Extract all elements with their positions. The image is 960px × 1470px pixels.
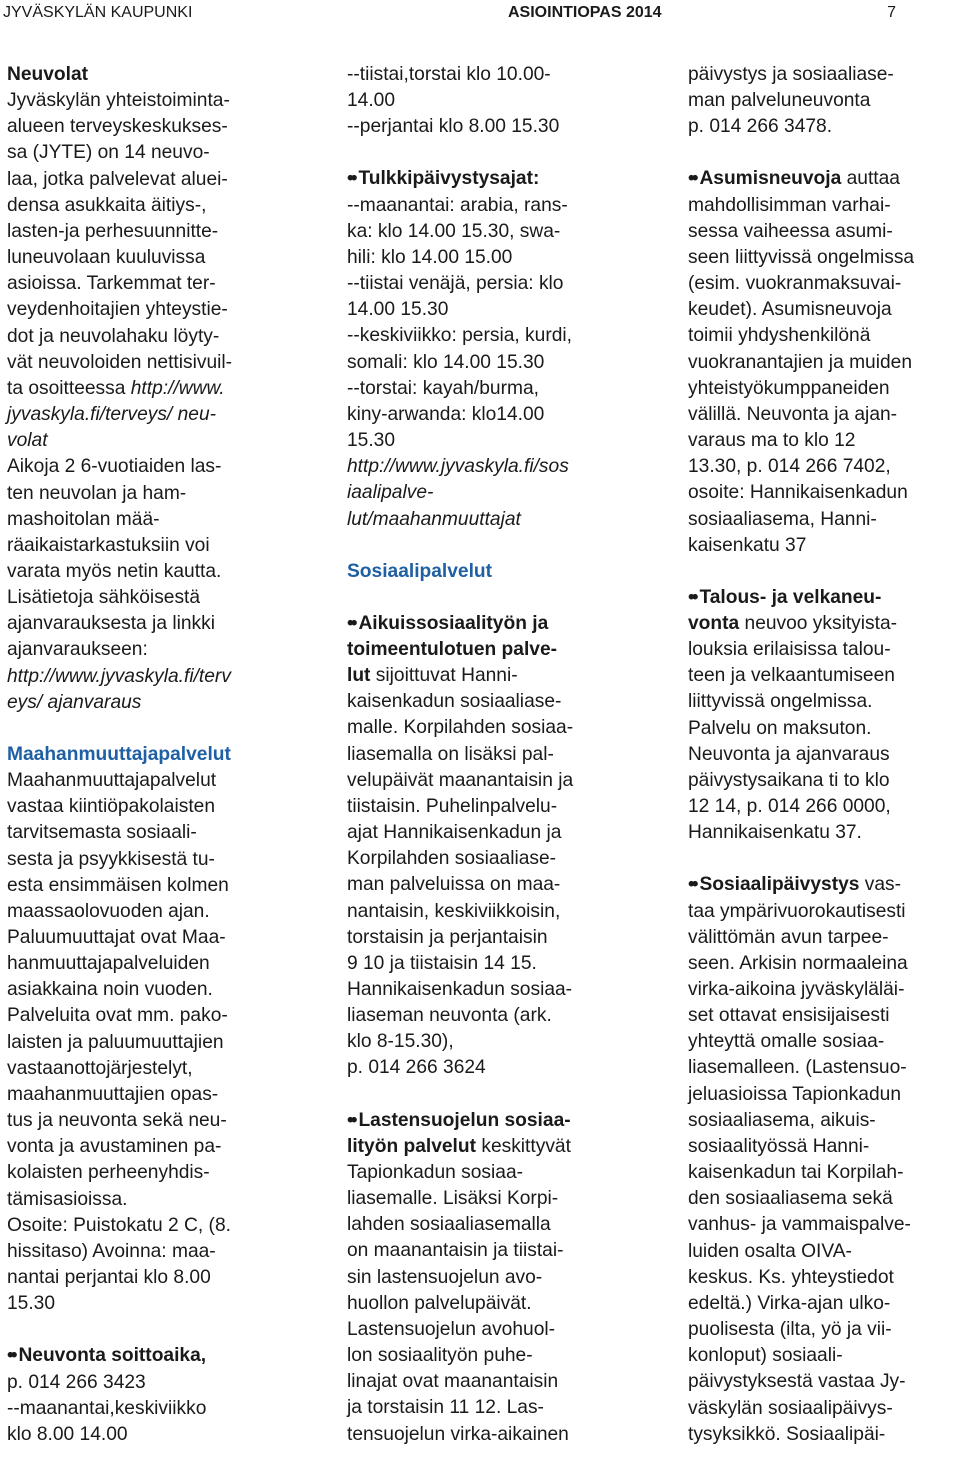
bullet-icon: •• [347, 168, 355, 190]
lastensuojelu-paragraph [347, 1108, 647, 1448]
spacer [347, 1082, 647, 1108]
spacer [347, 140, 647, 166]
spacer [688, 559, 960, 585]
bullet-icon: •• [347, 612, 355, 634]
spacer [347, 533, 647, 559]
spacer [7, 716, 307, 742]
column-3 [688, 62, 960, 1448]
tulkki-link[interactable]: http://www.jyvaskyla.fi/sos iaalipalve- lut/maahanmuuttajat [347, 456, 569, 530]
section-title-maahanmuuttajapalvelut: Maahanmuuttajapalvelut [7, 743, 231, 765]
column-1 [7, 62, 307, 1448]
soittoaika-paragraph [7, 1343, 307, 1369]
aikuissosiaalityo-title: Aikuissosiaalityön ja toimeentulotuen palve- lut [347, 612, 558, 687]
ajanvaraus-link[interactable]: http://www.jyvaskyla.fi/terv eys/ ajanvaraus [7, 665, 231, 713]
bullet-icon: •• [688, 168, 696, 190]
tulkki-title: Tulkkipäivystysajat: [358, 168, 540, 190]
talousneuvonta-paragraph [688, 585, 960, 847]
asumisneuvoja-title: Asumisneuvoja [699, 168, 842, 190]
section-title-sosiaalipalvelut: Sosiaalipalvelut [347, 560, 493, 582]
lastensuojelu-text: keskittyvät Tapionkadun sosiaa- liasemalle. Lisäksi Korpi- lahden sosiaaliasemalla on maanantaisin ja tiistai- sin lastensuojelun avo- huollon palvelupäivät. Lastensuojelun avohuol- lon sosiaalityön puhe- linajat ovat maanantaisin ja torstaisin 11 12. Las- tensuojelun virka-aikainen [347, 1135, 571, 1445]
soittoaika-text: p. 014 266 3423 --maanantai,keskiviikko klo 8.00 14.00 [7, 1371, 207, 1445]
asumisneuvoja-paragraph [688, 166, 960, 558]
page-header [0, 0, 960, 26]
ajanvaraus-text: Aikoja 2 6-vuotiaiden las- ten neuvolan ja ham- mashoitolan mää- räaikaistarkastuksiin voi varata myös netin kautta. Lisätietoja sähköisestä ajanvarauksesta ja linkki ajanvaraukseen: [7, 456, 222, 661]
neuvolat-paragraph [7, 88, 307, 454]
bullet-icon: •• [7, 1345, 15, 1367]
tulkki-heading [347, 166, 647, 192]
sosiaalipaivystys-title: Sosiaalipäivystys [699, 874, 860, 896]
spacer [347, 585, 647, 611]
neuvolat-text: Jyväskylän yhteistoiminta- alueen terveyskeskukses- sa (JYTE) on 14 neuvo- laa, jotka palvelevat aluei- densa asukkaita äitiys-, lasten-ja perhesuunnitte- luneuvolaan kuuluvissa asioissa. Tarkemmat ter- veydenhoitajien yhteystie- dot ja neuvolahaku löyty- vät neuvoloiden nettisivuil- ta osoitteessa [7, 90, 233, 399]
talousneuvonta-title: Talous- ja velkaneu- vonta [688, 586, 882, 634]
opening-times: --tiistai,torstai klo 10.00- 14.00 --perjantai klo 8.00 15.30 [347, 64, 560, 138]
paivystys-continuation: päivystys ja sosiaaliase- man palveluneuvonta p. 014 266 3478. [688, 64, 894, 138]
bullet-icon: •• [688, 874, 696, 896]
tulkki-times: --maanantai: arabia, rans- ka: klo 14.00 15.30, swa- hili: klo 14.00 15.00 --tiistai venäjä, persia: klo 14.00 15.30 --keskiviikko: persia, kurdi, somali: klo 14.00 15.30 --torstai: kayah/burma, kiny-arwanda: klo14.00 15.30 [347, 194, 572, 452]
column-2 [347, 62, 647, 1448]
maahanmuuttajapalvelut-paragraph: Maahanmuuttajapalvelut vastaa kiintiöpakolaisten tarvitsemasta sosiaali- sesta ja psyykkisestä tu- esta ensimmäisen kolmen maassaolovuoden ajan. Paluumuuttajat ovat Maa- hanmuuttajapalveluiden asiakkaina noin vuoden. Palveluita ovat mm. pako- laisten ja paluumuuttajien vastaanottojärjestelyt, maahanmuuttajien opas- tus ja neuvonta sekä neu- vonta ja avustaminen pa- kolaisten perheenyhdis- tämisasioissa. Osoite: Puistokatu 2 C, (8. hissitaso) Avoinna: maa- nantai perjantai klo 8.00 15.30 [7, 770, 231, 1315]
spacer [688, 140, 960, 166]
soittoaika-title: Neuvonta soittoaika, [18, 1345, 207, 1367]
spacer [688, 846, 960, 872]
ajanvaraus-paragraph [7, 454, 307, 663]
section-title-neuvolat: Neuvolat [7, 64, 89, 85]
lastensuojelu-title: Lastensuojelun sosiaa- lityön palvelut [347, 1109, 571, 1157]
spacer [7, 1317, 307, 1343]
bullet-icon: •• [688, 586, 696, 608]
sosiaalipaivystys-text: vas- taa ympärivuorokautisesti välittömän avun tarpee- seen. Arkisin normaaleina virka-aikoina jyväskyläläi- set ottavat ensisijaisesti yhteyttä omalle sosiaa- liasemalleen. (Lastensuo- jeluasioissa Tapionkadun sosiaaliasema, aikuis- sosiaalityössä Hanni- kaisenkadun tai Korpilah- den sosiaaliasema sekä vanhus- ja vammaispalve- luiden osalta OIVA- keskus. Ks. yhteystiedot edeltä.) Virka-ajan ulko- puolisesta (ilta, yö ja vii- konloput) sosiaali- päivystyksestä vastaa Jy- väskylän sosiaalipäivys- tysyksikkö. Sosiaalipäi- [688, 874, 911, 1445]
bullet-icon: •• [347, 1109, 355, 1131]
aikuissosiaalityo-paragraph [347, 611, 647, 1082]
header-org: JYVÄSKYLÄN KAUPUNKI [3, 4, 193, 21]
aikuissosiaalityo-text: sijoittuvat Hanni- kaisenkadun sosiaaliase- malle. Korpilahden sosiaa- liasemalla on lisäksi pal- velupäivät maanantaisin ja tiistaisin. Puhelinpalvelu- ajat Hannikaisenkadun ja Korpilahden sosiaaliase- man palveluissa on maa- nantaisin, keskiviikkoisin, torstaisin ja perjantaisin 9 10 ja tiistaisin 14 15. Hannikaisenkadun sosiaa- liaseman neuvonta (ark. klo 8-15.30), p. 014 266 3624 [347, 665, 574, 1079]
neuvolat-link[interactable]: http://www. jyvaskyla.fi/terveys/ neu- volat [7, 377, 225, 452]
talousneuvonta-text: neuvoo yksityista- louksia erilaisissa talou- teen ja velkaantumiseen liittyvissä ongelmissa. Palvelu on maksuton. Neuvonta ja ajanvaraus päivystysaikana ti to klo 12 14, p. 014 266 0000, Hannikaisenkatu 37. [688, 612, 898, 844]
asumisneuvoja-text: auttaa mahdollisimman varhai- sessa vaiheessa asumi- seen liittyvissä ongelmissa (esim. vuokranmaksuvai- keudet). Asumisneuvoja toimii yhdyshenkilönä vuokranantajien ja muiden yhteistyökumppaneiden välillä. Neuvonta ja ajan- varaus ma to klo 12 13.30, p. 014 266 7402, osoite: Hannikaisenkadun sosiaaliasema, Hanni- kaisenkatu 37 [688, 168, 915, 556]
sosiaalipaivystys-paragraph [688, 872, 960, 1447]
page-number: 7 [887, 4, 896, 21]
header-publication: ASIOINTIOPAS 2014 [508, 4, 662, 21]
